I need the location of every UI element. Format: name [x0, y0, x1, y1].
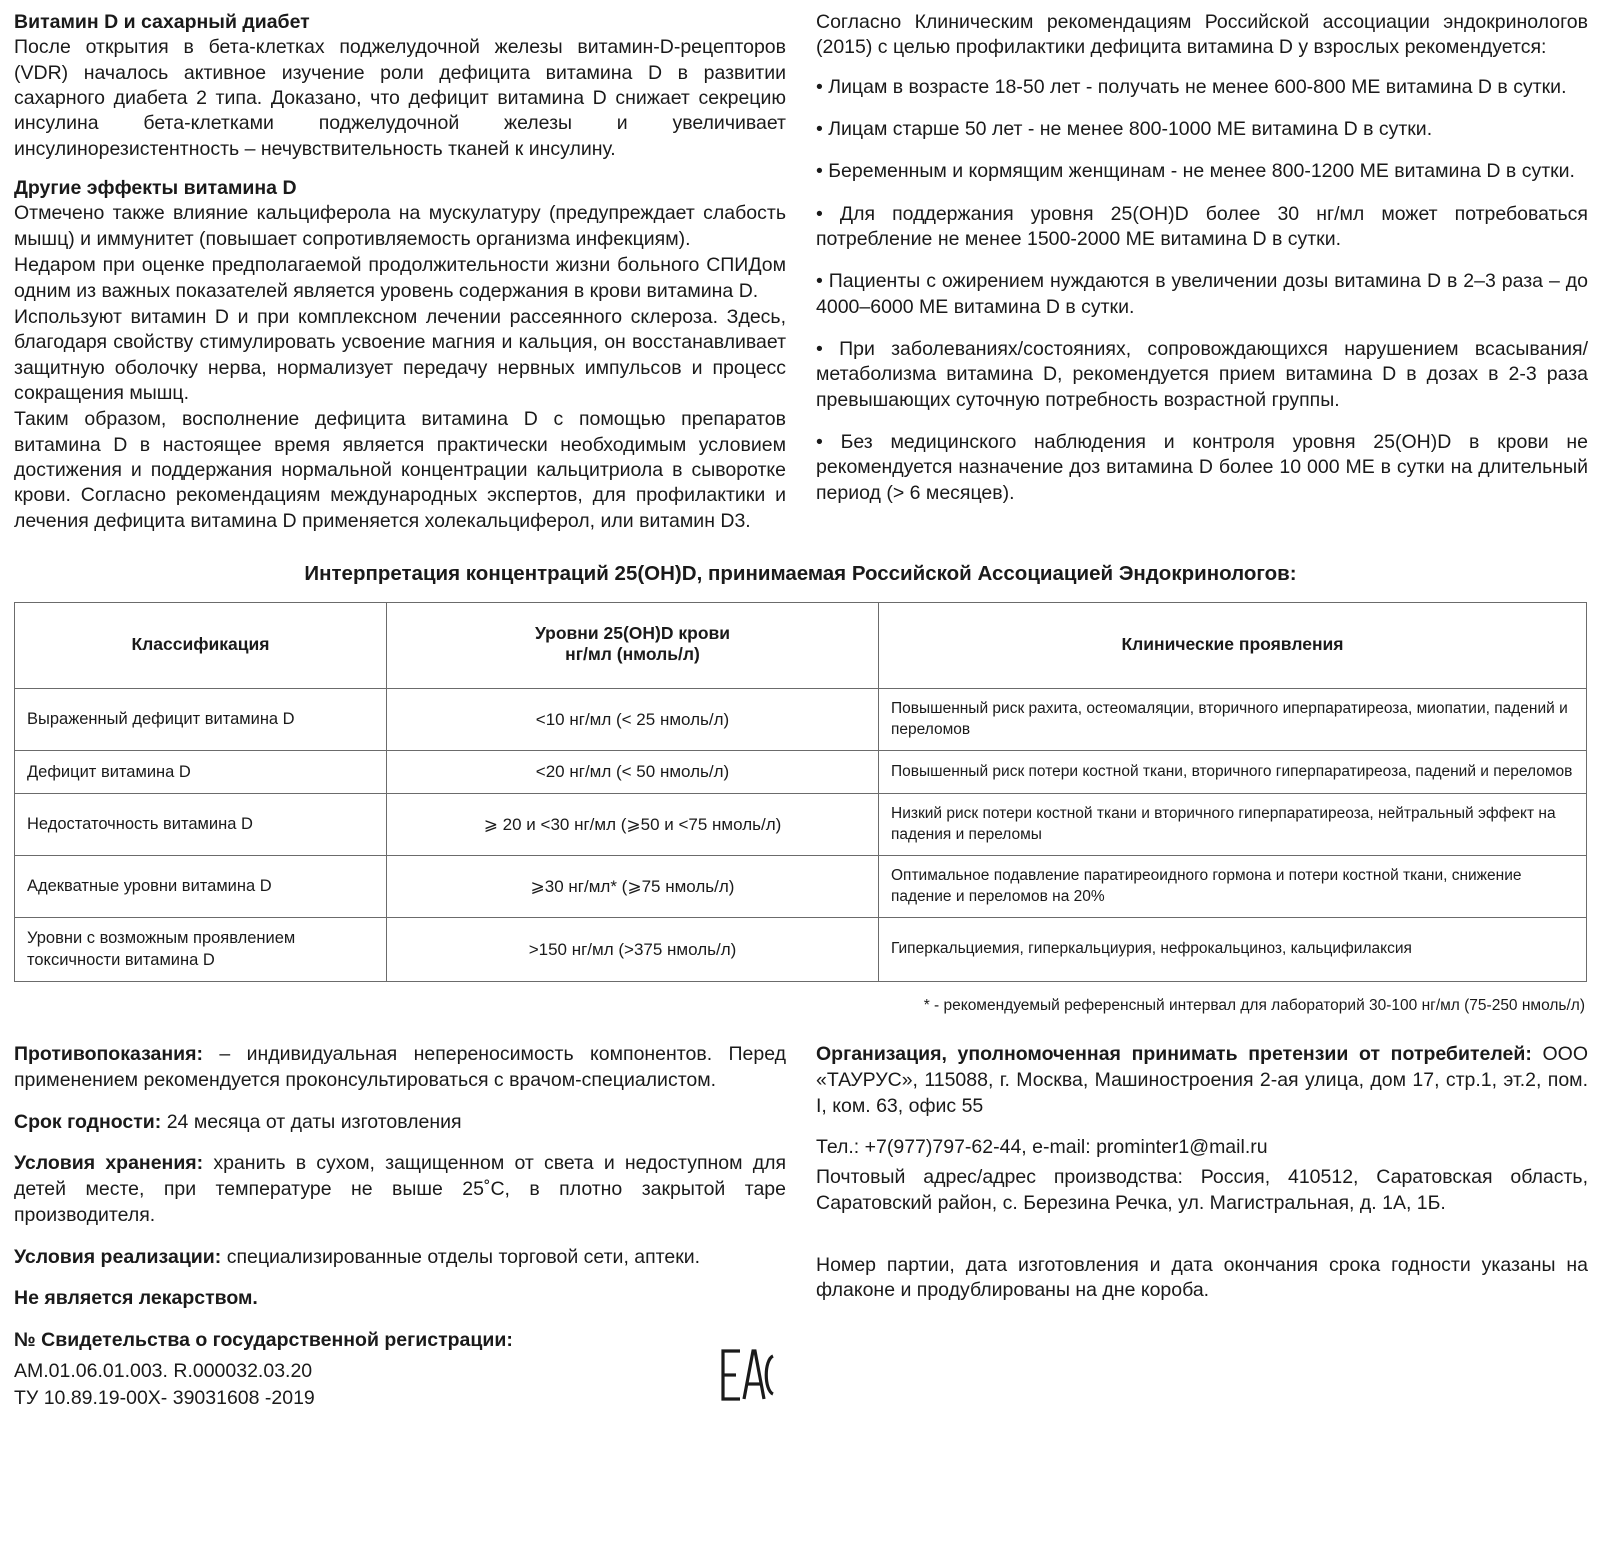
cell-clinical: Оптимальное подавление паратиреоидного гормона и потери костной ткани, снижение падение и переломов на 20%	[879, 856, 1587, 918]
organization-paragraph	[816, 1042, 1588, 1119]
cell-level: <10 нг/мл (< 25 нмоль/л)	[387, 689, 879, 751]
cell-classification: Выраженный дефицит витамина D	[15, 689, 387, 751]
sale-conditions-paragraph	[14, 1245, 786, 1271]
column-header-levels-line1: Уровни 25(OH)D крови	[534, 622, 731, 643]
storage-label: Условия хранения:	[14, 1152, 204, 1175]
batch-note-paragraph: Номер партии, дата изготовления и дата окончания срока годности указаны на флаконе и продублированы на дне короба.	[816, 1253, 1588, 1302]
table-row	[15, 794, 1587, 856]
right-text-column	[816, 10, 1588, 506]
organization-label: Организация, уполномоченная принимать претензии от потребителей:	[816, 1043, 1532, 1066]
list-item: • Беременным и кормящим женщинам - не менее 800-1200 МЕ витамина D в сутки.	[816, 160, 1575, 183]
cell-clinical: Повышенный риск потери костной ткани, вторичного гиперпаратиреоза, падений и переломов	[879, 751, 1587, 794]
contacts-paragraph: Тел.: +7(977)797-62-44, e-mail: prominter1@mail.ru	[816, 1136, 1268, 1159]
column-header-levels-line2: нг/мл (нмоль/л)	[565, 644, 700, 665]
table-footnote: * - рекомендуемый референсный интервал для лабораторий 30-100 нг/мл (75-250 нмоль/л)	[923, 997, 1585, 1015]
table-title: Интерпретация концентраций 25(ОН)D, принимаемая Российской Ассоциацией Эндокринологов:	[304, 561, 1297, 585]
cell-classification: Недостаточность витамина D	[15, 794, 387, 856]
cell-clinical: Гиперкальциемия, гиперкальциурия, нефрокальциноз, кальцифилаксия	[879, 918, 1587, 982]
paragraph-other-effects-1: Отмечено также влияние кальциферола на мускулатуру (предупреждает слабость мышц) и иммунитет (повышает сопротивляемость организма инфекциям).	[14, 202, 786, 250]
not-medicine-label: Не является лекарством.	[14, 1287, 258, 1310]
list-item: • Для поддержания уровня 25(ОН)D более 30 нг/мл может потребоваться потребление не менее 1500-2000 МЕ витамина D в сутки.	[816, 202, 1588, 251]
table-row	[15, 689, 1587, 751]
certificate-label: № Свидетельства о государственной регистрации:	[14, 1329, 513, 1352]
paragraph-other-effects-3: Используют витамин D и при комплексном лечении рассеянного склероза. Здесь, благодаря свойству стимулировать усвоение магния и кальция, он восстанавливает защитную оболочку нерва, нормализует передачу нервных импульсов и процесс сокращения мышц.	[14, 305, 786, 404]
column-header-levels	[387, 602, 879, 689]
sale-conditions-text: специализированные отделы торговой сети, аптеки.	[221, 1245, 701, 1268]
certificate-numbers	[14, 1358, 786, 1412]
cell-clinical: Повышенный риск рахита, остеомаляции, вторичного иперпаратиреоза, миопатии, падений и переломов	[879, 689, 1587, 751]
table-row	[15, 856, 1587, 918]
top-two-column-section	[14, 10, 1587, 535]
cell-level: <20 нг/мл (< 50 нмоль/л)	[387, 751, 879, 794]
production-address-paragraph: Почтовый адрес/адрес производства: Россия, 410512, Саратовская область, Саратовский район, с. Березина Речка, ул. Магистральная, д. 1А, 1Б.	[816, 1166, 1588, 1214]
shelf-life-text: 24 месяца от даты изготовления	[161, 1110, 462, 1133]
shelf-life-label: Срок годности:	[14, 1110, 162, 1133]
contraindications-paragraph	[14, 1042, 786, 1093]
recommendations-bullet-list	[816, 75, 1588, 506]
cell-classification: Уровни с возможным проявлением токсичности витамина D	[15, 918, 387, 982]
paragraph-vitamin-d-diabetes: После открытия в бета-клетках поджелудочной железы витамин-D-рецепторов (VDR) началось активное изучение роли дефицита витамина D в развитии сахарного диабета 2 типа. Доказано, что дефицит витамина D снижает секрецию инсулина бета-клетками поджелудочной железы и увеличивает инсулинорезистентность – нечувствительность тканей к инсулину.	[14, 36, 786, 160]
paragraph-clinical-recommendations-intro: Согласно Клиническим рекомендациям Российской ассоциации эндокринологов (2015) с целью профилактики дефицита витамина D у взрослых рекомендуется:	[816, 11, 1588, 59]
cell-classification: Адекватные уровни витамина D	[15, 856, 387, 918]
cell-level: ⩾30 нг/мл* (⩾75 нмоль/л)	[387, 856, 879, 918]
shelf-life-paragraph	[14, 1110, 786, 1136]
list-item: • Пациенты с ожирением нуждаются в увеличении дозы витамина D в 2–3 раза – до 4000–6000 МЕ витамина D в сутки.	[816, 270, 1588, 318]
cell-classification: Дефицит витамина D	[15, 751, 387, 794]
list-item: • Без медицинского наблюдения и контроля уровня 25(ОН)D в крови не рекомендуется назначение доз витамина D более 10 000 МЕ в сутки на длительный период (> 6 месяцев).	[816, 431, 1588, 504]
section-heading-vitamin-d-diabetes: Витамин D и сахарный диабет	[14, 11, 310, 33]
organization-text: ООО «ТАУРУС», 115088, г. Москва, Машиностроения 2-ая улица, дом 17, стр.1, эт.2, пом. I, ком. 63, офис 55	[816, 1043, 1588, 1117]
storage-paragraph	[14, 1151, 786, 1228]
contraindications-text: – индивидуальная непереносимость компонентов. Перед применением рекомендуется проконсультироваться с врачом-специалистом.	[14, 1043, 786, 1091]
certificate-heading	[14, 1328, 786, 1354]
table-header-row	[15, 602, 1587, 689]
storage-text: хранить в сухом, защищенном от света и недоступном для детей месте, при температуре не выше 25˚С, в плотно закрытой таре производителя.	[14, 1152, 787, 1226]
interpretation-table	[14, 602, 1587, 982]
left-text-column	[14, 10, 786, 535]
column-header-clinical: Клинические проявления	[879, 602, 1587, 689]
paragraph-other-effects-4: Таким образом, восполнение дефицита витамина D с помощью препаратов витамина D в настоящее время является практически необходимым условием достижения и поддержания нормальной концентрации кальцитриола в сыворотке крови. Согласно рекомендациям международных экспертов, для профилактики и лечения дефицита витамина D применяется холекальциферол, или витамин D3.	[14, 408, 786, 532]
bottom-two-column-section	[14, 1042, 1587, 1411]
bottom-left-column	[14, 1042, 786, 1411]
list-item: • Лицам старше 50 лет - не менее 800-1000 МЕ витамина D в сутки.	[816, 118, 1433, 141]
list-item: • При заболеваниях/состояниях, сопровождающихся нарушением всасывания/метаболизма витамина D, рекомендуется прием витамина D в дозах в 2-3 раза превышающих суточную потребность возрастной группы.	[816, 338, 1588, 411]
certificate-number-line-2: ТУ 10.89.19-00Х- 39031608 -2019	[14, 1386, 315, 1409]
cell-level: ⩾ 20 и <30 нг/мл (⩾50 и <75 нмоль/л)	[387, 794, 879, 856]
eac-conformity-mark-icon	[714, 1346, 776, 1404]
list-item: • Лицам в возрасте 18-50 лет - получать не менее 600-800 МЕ витамина D в сутки.	[816, 75, 1567, 98]
bottom-right-column	[816, 1042, 1588, 1308]
paragraph-other-effects-2: Недаром при оценке предполагаемой продолжительности жизни больного СПИДом одним из важных показателей является уровень содержания в крови витамина D.	[14, 254, 786, 302]
table-row	[15, 918, 1587, 982]
not-medicine-note	[14, 1286, 786, 1312]
cell-level: >150 нг/мл (>375 нмоль/л)	[387, 918, 879, 982]
section-heading-other-effects: Другие эффекты витамина D	[14, 177, 297, 200]
column-header-classification: Классификация	[15, 602, 387, 689]
certificate-number-line-1: АМ.01.06.01.003. R.000032.03.20	[14, 1359, 313, 1382]
cell-clinical: Низкий риск потери костной ткани и вторичного гиперпаратиреоза, нейтральный эффект на падения и переломы	[879, 794, 1587, 856]
table-row	[15, 751, 1587, 794]
contraindications-label: Противопоказания:	[14, 1043, 203, 1066]
sale-conditions-label: Условия реализации:	[14, 1245, 222, 1268]
